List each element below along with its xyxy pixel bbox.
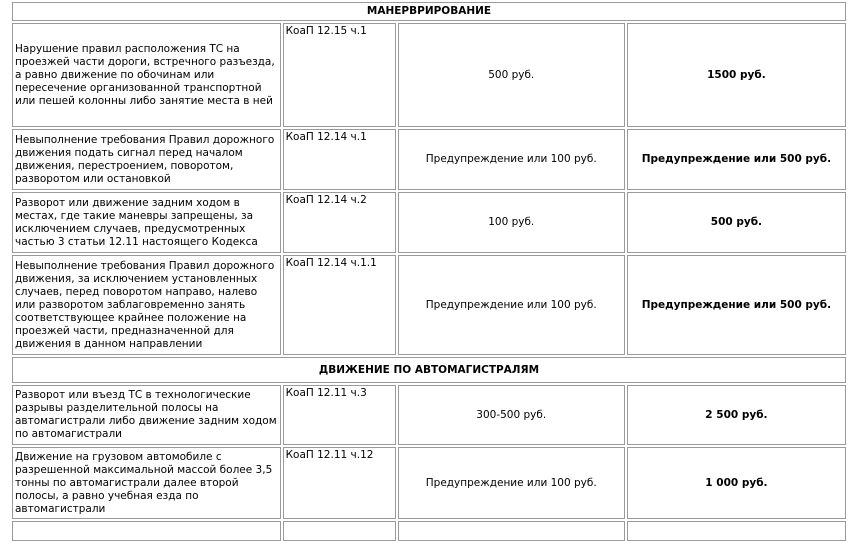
new-fine: 2 500 руб. bbox=[627, 385, 846, 445]
section-header-row bbox=[12, 357, 846, 383]
old-fine: 100 руб. bbox=[398, 192, 625, 253]
violation-description: Невыполнение требования Правил дорожного движения подать сигнал перед началом движения, перестроением, поворотом, разворотом или остановкой bbox=[12, 129, 281, 190]
section-header-row bbox=[12, 2, 846, 21]
table-row bbox=[12, 129, 846, 190]
law-article: КоаП 12.11 ч.3 bbox=[283, 385, 396, 445]
old-fine: Предупреждение или 100 руб. bbox=[398, 447, 625, 519]
old-fine: 300-500 руб. bbox=[398, 385, 625, 445]
table-row bbox=[12, 192, 846, 253]
old-fine bbox=[398, 521, 625, 541]
new-fine: 1500 руб. bbox=[627, 23, 846, 127]
old-fine: Предупреждение или 100 руб. bbox=[398, 255, 625, 355]
new-fine: Предупреждение или 500 руб. bbox=[627, 255, 846, 355]
new-fine: 1 000 руб. bbox=[627, 447, 846, 519]
law-article: КоаП 12.14 ч.1 bbox=[283, 129, 396, 190]
violation-description bbox=[12, 521, 281, 541]
new-fine: Предупреждение или 500 руб. bbox=[627, 129, 846, 190]
violation-description: Нарушение правил расположения ТС на проезжей части дороги, встречного разъезда, а равно движение по обочинам или пересечение организованной транспортной или пешей колонны либо занятие места в ней bbox=[12, 23, 281, 127]
table-row bbox=[12, 521, 846, 541]
violation-description: Разворот или движение задним ходом в местах, где такие маневры запрещены, за исключением случаев, предусмотренных частью 3 статьи 12.11 настоящего Кодекса bbox=[12, 192, 281, 253]
table-row bbox=[12, 23, 846, 127]
old-fine: 500 руб. bbox=[398, 23, 625, 127]
section-title: ДВИЖЕНИЕ ПО АВТОМАГИСТРАЛЯМ bbox=[12, 357, 846, 383]
table-row bbox=[12, 255, 846, 355]
violation-description: Движение на грузовом автомобиле с разрешенной максимальной массой более 3,5 тонны по автомагистрали далее второй полосы, а равно учебная езда по автомагистрали bbox=[12, 447, 281, 519]
old-fine: Предупреждение или 100 руб. bbox=[398, 129, 625, 190]
law-article: КоаП 12.14 ч.2 bbox=[283, 192, 396, 253]
law-article: КоаП 12.14 ч.1.1 bbox=[283, 255, 396, 355]
violation-description: Невыполнение требования Правил дорожного движения, за исключением установленных случаев, перед поворотом направо, налево или разворотом заблаговременно занять соответствующее крайнее положение на проезжей части, предназначенной для движения в данном направлении bbox=[12, 255, 281, 355]
table-row bbox=[12, 385, 846, 445]
new-fine: 500 руб. bbox=[627, 192, 846, 253]
law-article: КоаП 12.11 ч.12 bbox=[283, 447, 396, 519]
fines-table bbox=[10, 0, 848, 543]
law-article bbox=[283, 521, 396, 541]
new-fine bbox=[627, 521, 846, 541]
violation-description: Разворот или въезд ТС в технологические разрывы разделительной полосы на автомагистрали либо движение задним ходом по автомагистрали bbox=[12, 385, 281, 445]
table-row bbox=[12, 447, 846, 519]
law-article: КоаП 12.15 ч.1 bbox=[283, 23, 396, 127]
section-title: МАНЕРВРИРОВАНИЕ bbox=[12, 2, 846, 21]
